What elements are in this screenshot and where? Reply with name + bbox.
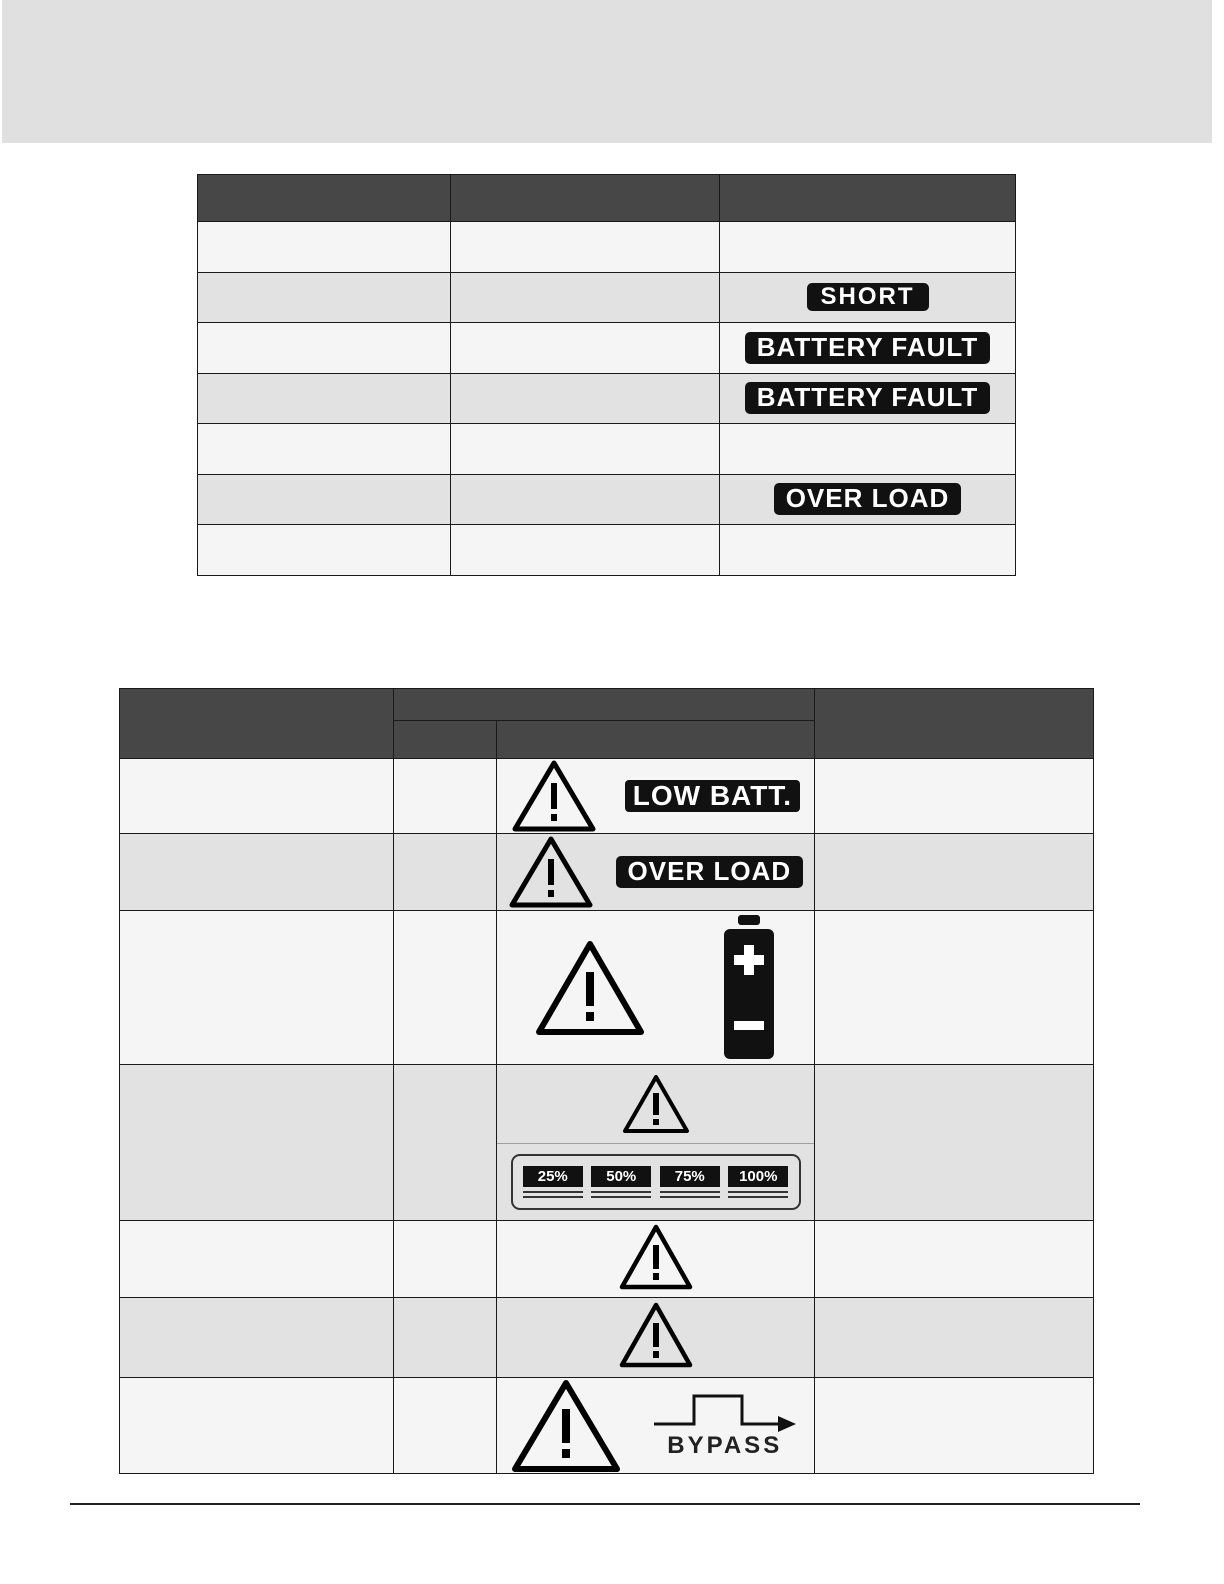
warning-table-header-cell — [394, 689, 815, 721]
bypass-label: BYPASS — [667, 1431, 783, 1459]
warning-triangle-icon — [535, 940, 645, 1036]
warning-triangle-icon — [508, 835, 594, 909]
fault-table-header-cell — [451, 175, 720, 222]
battery-fault-indicator-icon: BATTERY FAULT — [745, 382, 990, 414]
low-batt-indicator-icon: LOW BATT. — [625, 780, 800, 812]
over-load-indicator-icon: OVER LOAD — [616, 856, 804, 888]
warning-triangle-icon — [621, 1073, 691, 1135]
table-row — [120, 1378, 1094, 1474]
fault-table-header-cell — [720, 175, 1016, 222]
warning-triangle-icon — [511, 1379, 621, 1473]
fault-table-header-cell — [198, 175, 451, 222]
battery-fault-indicator-icon: BATTERY FAULT — [745, 332, 990, 364]
table-row — [198, 525, 1016, 576]
table-row — [198, 424, 1016, 475]
table-row — [120, 1298, 1094, 1378]
warning-triangle-icon — [511, 759, 597, 833]
warning-table-header-cell — [394, 721, 497, 759]
battery-icon — [722, 915, 776, 1061]
warning-table — [119, 688, 1094, 1474]
load-level-segment: 25% — [523, 1166, 583, 1198]
table-row — [120, 759, 1094, 834]
load-level-segment: 100% — [728, 1166, 788, 1198]
table-row — [120, 834, 1094, 911]
table-row — [198, 373, 1016, 424]
table-row — [198, 272, 1016, 323]
warning-table-header-cell — [120, 689, 394, 759]
fault-table — [197, 174, 1016, 576]
warning-table-header-cell — [815, 689, 1094, 759]
table-row — [198, 323, 1016, 374]
table-row — [120, 911, 1094, 1065]
load-level-segment: 75% — [660, 1166, 720, 1198]
warning-table-header-cell — [497, 721, 815, 759]
table-row — [120, 1221, 1094, 1298]
bypass-waveform-icon — [650, 1392, 800, 1432]
over-load-indicator-icon: OVER LOAD — [774, 483, 962, 515]
load-level-segment: 50% — [591, 1166, 651, 1198]
header-band — [2, 0, 1212, 143]
short-indicator-icon: SHORT — [807, 283, 929, 311]
footer-rule — [70, 1503, 1140, 1505]
warning-triangle-icon — [618, 1223, 694, 1291]
load-level-bar — [511, 1154, 801, 1210]
table-row — [198, 474, 1016, 525]
warning-triangle-icon — [618, 1301, 694, 1369]
table-row — [120, 1065, 1094, 1221]
table-row — [198, 222, 1016, 273]
